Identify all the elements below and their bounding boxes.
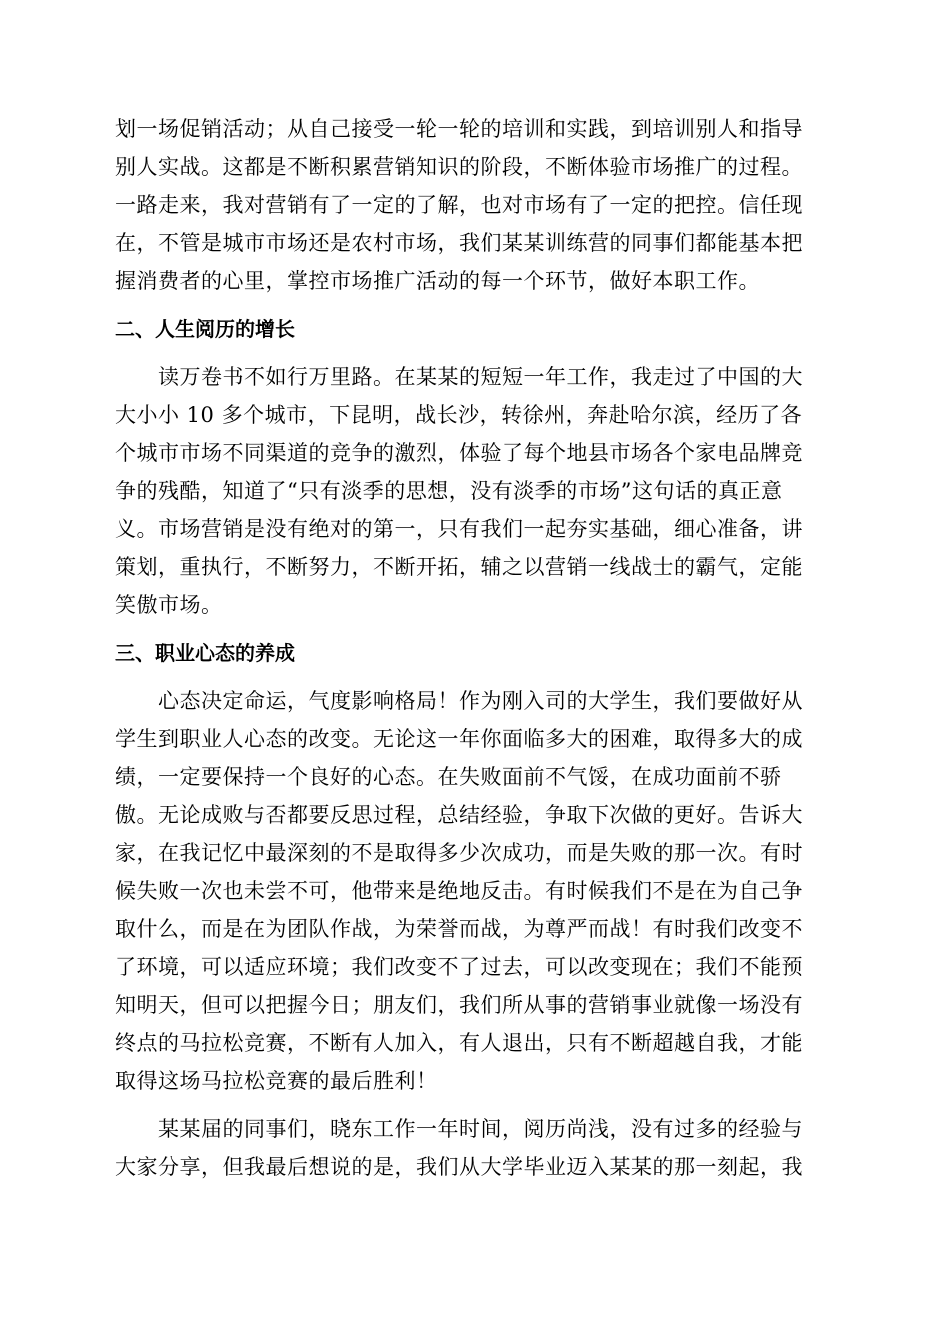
text-line: 取什么，而是在为团队作战，为荣誉而战，为尊严而战！有时我们改变不	[115, 917, 803, 941]
section-heading-mindset: 三、职业心态的养成	[115, 641, 295, 665]
text-line: 别人实战。这都是不断积累营销知识的阶段，不断体验市场推广的过程。	[115, 155, 803, 179]
text-line: 一路走来，我对营销有了一定的了解，也对市场有了一定的把控。信任现	[115, 193, 803, 217]
text-line: 某某届的同事们，晓东工作一年时间，阅历尚浅，没有过多的经验与	[115, 1117, 803, 1141]
text-line: 握消费者的心里，掌控市场推广活动的每一个环节，做好本职工作。	[115, 269, 760, 293]
text-line: 傲。无论成败与否都要反思过程，总结经验，争取下次做的更好。告诉大	[115, 803, 803, 827]
text-line: 在，不管是城市市场还是农村市场，我们某某训练营的同事们都能基本把	[115, 231, 803, 255]
text-line: 终点的马拉松竞赛，不断有人加入，有人退出，只有不断超越自我，才能	[115, 1031, 803, 1055]
text-line: 划一场促销活动；从自己接受一轮一轮的培训和实践，到培训别人和指导	[115, 117, 803, 141]
text-line: 候失败一次也未尝不可，他带来是绝地反击。有时候我们不是在为自己争	[115, 879, 803, 903]
paragraph-experience	[115, 358, 835, 624]
text-line: 学生到职业人心态的改变。无论这一年你面临多大的困难，取得多大的成	[115, 727, 803, 751]
section-heading-experience: 二、人生阅历的增长	[115, 317, 295, 341]
text-line: 读万卷书不如行万里路。在某某的短短一年工作，我走过了中国的大	[115, 365, 803, 389]
text-line: 争的残酷，知道了“只有淡季的思想，没有淡季的市场”这句话的真正意	[115, 479, 783, 503]
text-line: 心态决定命运，气度影响格局！作为刚入司的大学生，我们要做好从	[115, 689, 803, 713]
document-page	[115, 110, 835, 1186]
text-line: 义。市场营销是没有绝对的第一，只有我们一起夯实基础，细心准备，讲	[115, 517, 803, 541]
text-line: 策划，重执行，不断努力，不断开拓，辅之以营销一线战士的霸气，定能	[115, 555, 803, 579]
text-line: 取得这场马拉松竞赛的最后胜利！	[115, 1069, 438, 1093]
text-line: 绩，一定要保持一个良好的心态。在失败面前不气馁，在成功面前不骄	[115, 765, 782, 789]
text-line: 大小小 10 多个城市，下昆明，战长沙，转徐州，奔赴哈尔滨，经历了各	[115, 403, 803, 427]
text-line: 了环境，可以适应环境；我们改变不了过去，可以改变现在；我们不能预	[115, 955, 803, 979]
paragraph-mindset	[115, 682, 835, 1100]
text-line: 知明天，但可以把握今日；朋友们，我们所从事的营销事业就像一场没有	[115, 993, 803, 1017]
text-line: 家，在我记忆中最深刻的不是取得多少次成功，而是失败的那一次。有时	[115, 841, 803, 865]
paragraph-closing	[115, 1110, 835, 1186]
paragraph-marketing	[115, 110, 835, 300]
text-line: 大家分享，但我最后想说的是，我们从大学毕业迈入某某的那一刻起，我	[115, 1155, 803, 1179]
text-line: 笑傲市场。	[115, 593, 223, 617]
text-line: 个城市市场不同渠道的竞争的激烈，体验了每个地县市场各个家电品牌竞	[115, 441, 803, 465]
